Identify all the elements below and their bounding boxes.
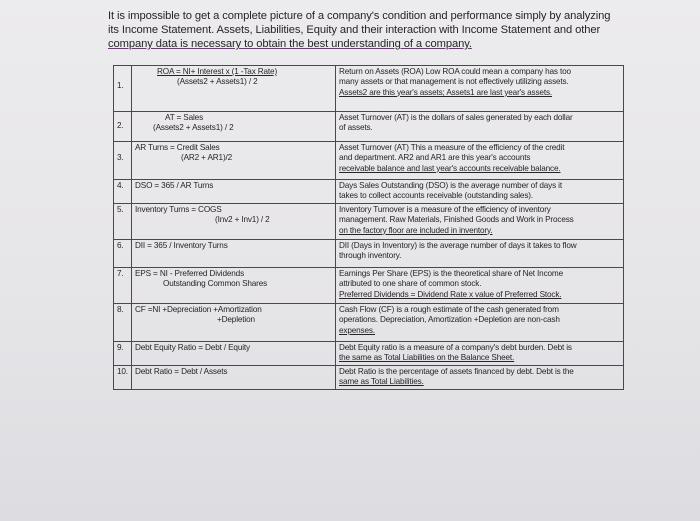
description-line: attributed to one share of common stock. xyxy=(339,279,482,289)
description-cell xyxy=(336,66,624,112)
description-cell xyxy=(336,180,624,204)
formula-cell xyxy=(132,342,336,366)
table-row xyxy=(114,142,624,180)
row-number: 3. xyxy=(114,142,132,180)
table-row xyxy=(114,268,624,304)
formula-text: Debt Equity Ratio = Debt / Equity xyxy=(135,343,250,352)
formula-cell xyxy=(132,366,336,390)
row-number: 9. xyxy=(114,342,132,366)
description-line: Earnings Per Share (EPS) is the theoretical share of Net Income xyxy=(339,269,564,278)
description-line: management. Raw Materials, Finished Goods and Work in Process xyxy=(339,215,574,225)
description-line: Debt Equity ratio is a measure of a company's debt burden. Debt is xyxy=(339,343,572,352)
formula-cell xyxy=(132,112,336,142)
description-line: and department. AR2 and AR1 are this year's accounts xyxy=(339,153,531,163)
description-line: expenses. xyxy=(339,325,375,335)
table-row xyxy=(114,366,624,390)
description-line: Inventory Turnover is a measure of the efficiency of inventory xyxy=(339,205,551,214)
description-line: through inventory. xyxy=(339,251,402,261)
table-row xyxy=(114,180,624,204)
formula-denominator: Outstanding Common Shares xyxy=(163,279,268,289)
formula-numerator: AT = Sales xyxy=(165,113,204,122)
formula-text: Debt Ratio = Debt / Assets xyxy=(135,367,228,376)
table-row xyxy=(114,112,624,142)
description-line: of assets. xyxy=(339,123,373,133)
description-line: Cash Flow (CF) is a rough estimate of the cash generated from xyxy=(339,305,559,314)
row-number: 4. xyxy=(114,180,132,204)
formula-continuation: +Depletion xyxy=(217,315,255,325)
description-line: Assets2 are this year's assets; Assets1 are last year's assets. xyxy=(339,87,553,97)
formula-denominator: (Assets2 + Assets1) / 2 xyxy=(153,123,234,133)
intro-line-3: company data is necessary to obtain the best understanding of a company. xyxy=(108,38,472,50)
formula-numerator: Inventory Turns = COGS xyxy=(135,205,222,214)
table-row xyxy=(114,66,624,112)
formula-text: CF =NI +Depreciation +Amortization xyxy=(135,305,262,314)
formula-numerator: AR Turns = Credit Sales xyxy=(135,143,220,152)
formula-cell xyxy=(132,204,336,240)
formula-numerator: ROA = NI+ Interest x (1 -Tax Rate) xyxy=(157,67,278,76)
row-number: 1. xyxy=(114,66,132,112)
description-cell xyxy=(336,112,624,142)
description-line: receivable balance and last year's accounts receivable balance. xyxy=(339,163,561,173)
formula-cell xyxy=(132,304,336,342)
description-line: on the factory floor are included in inventory. xyxy=(339,225,493,235)
description-line: Preferred Dividends = Dividend Rate x value of Preferred Stock. xyxy=(339,289,562,299)
description-line: Debt Ratio is the percentage of assets financed by debt. Debt is the xyxy=(339,367,574,376)
description-cell xyxy=(336,342,624,366)
row-number: 5. xyxy=(114,204,132,240)
formula-cell xyxy=(132,66,336,112)
formula-text: DSO = 365 / AR Turns xyxy=(135,181,214,190)
description-line: operations. Depreciation, Amortization +Depletion are non-cash xyxy=(339,315,560,325)
formula-denominator: (AR2 + AR1)/2 xyxy=(181,153,233,163)
description-line: Return on Assets (ROA) Low ROA could mean a company has too xyxy=(339,67,571,76)
intro-line-2: its Income Statement. Assets, Liabilities, Equity and their interaction with Income Statement and other xyxy=(108,24,601,36)
row-number: 10. xyxy=(114,366,132,390)
formula-cell xyxy=(132,142,336,180)
table-row xyxy=(114,342,624,366)
description-line: many assets or that management is not effectively utilizing assets. xyxy=(339,77,569,87)
formula-cell xyxy=(132,268,336,304)
ratio-table xyxy=(113,65,624,390)
formula-cell xyxy=(132,180,336,204)
description-cell xyxy=(336,142,624,180)
row-number: 8. xyxy=(114,304,132,342)
formula-cell xyxy=(132,240,336,268)
description-line: the same as Total Liabilities on the Balance Sheet. xyxy=(339,353,515,363)
row-number: 6. xyxy=(114,240,132,268)
description-cell xyxy=(336,304,624,342)
description-line: takes to collect accounts receivable (outstanding sales). xyxy=(339,191,533,201)
row-number: 2. xyxy=(114,112,132,142)
description-cell xyxy=(336,366,624,390)
description-cell xyxy=(336,204,624,240)
formula-text: DII = 365 / Inventory Turns xyxy=(135,241,228,250)
formula-denominator: (Inv2 + Inv1) / 2 xyxy=(215,215,270,225)
row-number: 7. xyxy=(114,268,132,304)
description-cell xyxy=(336,240,624,268)
description-line: Asset Turnover (AT) This a measure of the efficiency of the credit xyxy=(339,143,565,152)
formula-numerator: EPS = NI - Preferred Dividends xyxy=(135,269,245,278)
description-line: Asset Turnover (AT) is the dollars of sales generated by each dollar xyxy=(339,113,573,122)
description-line: DII (Days in Inventory) is the average number of days it takes to flow xyxy=(339,241,577,250)
description-line: Days Sales Outstanding (DSO) is the average number of days it xyxy=(339,181,562,190)
table-row xyxy=(114,204,624,240)
description-line: same as Total Liabilities. xyxy=(339,377,424,387)
intro-paragraph xyxy=(108,9,628,51)
table-row xyxy=(114,304,624,342)
intro-line-1: It is impossible to get a complete picture of a company's condition and performance simply by analyzing xyxy=(108,10,611,22)
formula-denominator: (Assets2 + Assets1) / 2 xyxy=(177,77,258,87)
description-cell xyxy=(336,268,624,304)
table-row xyxy=(114,240,624,268)
